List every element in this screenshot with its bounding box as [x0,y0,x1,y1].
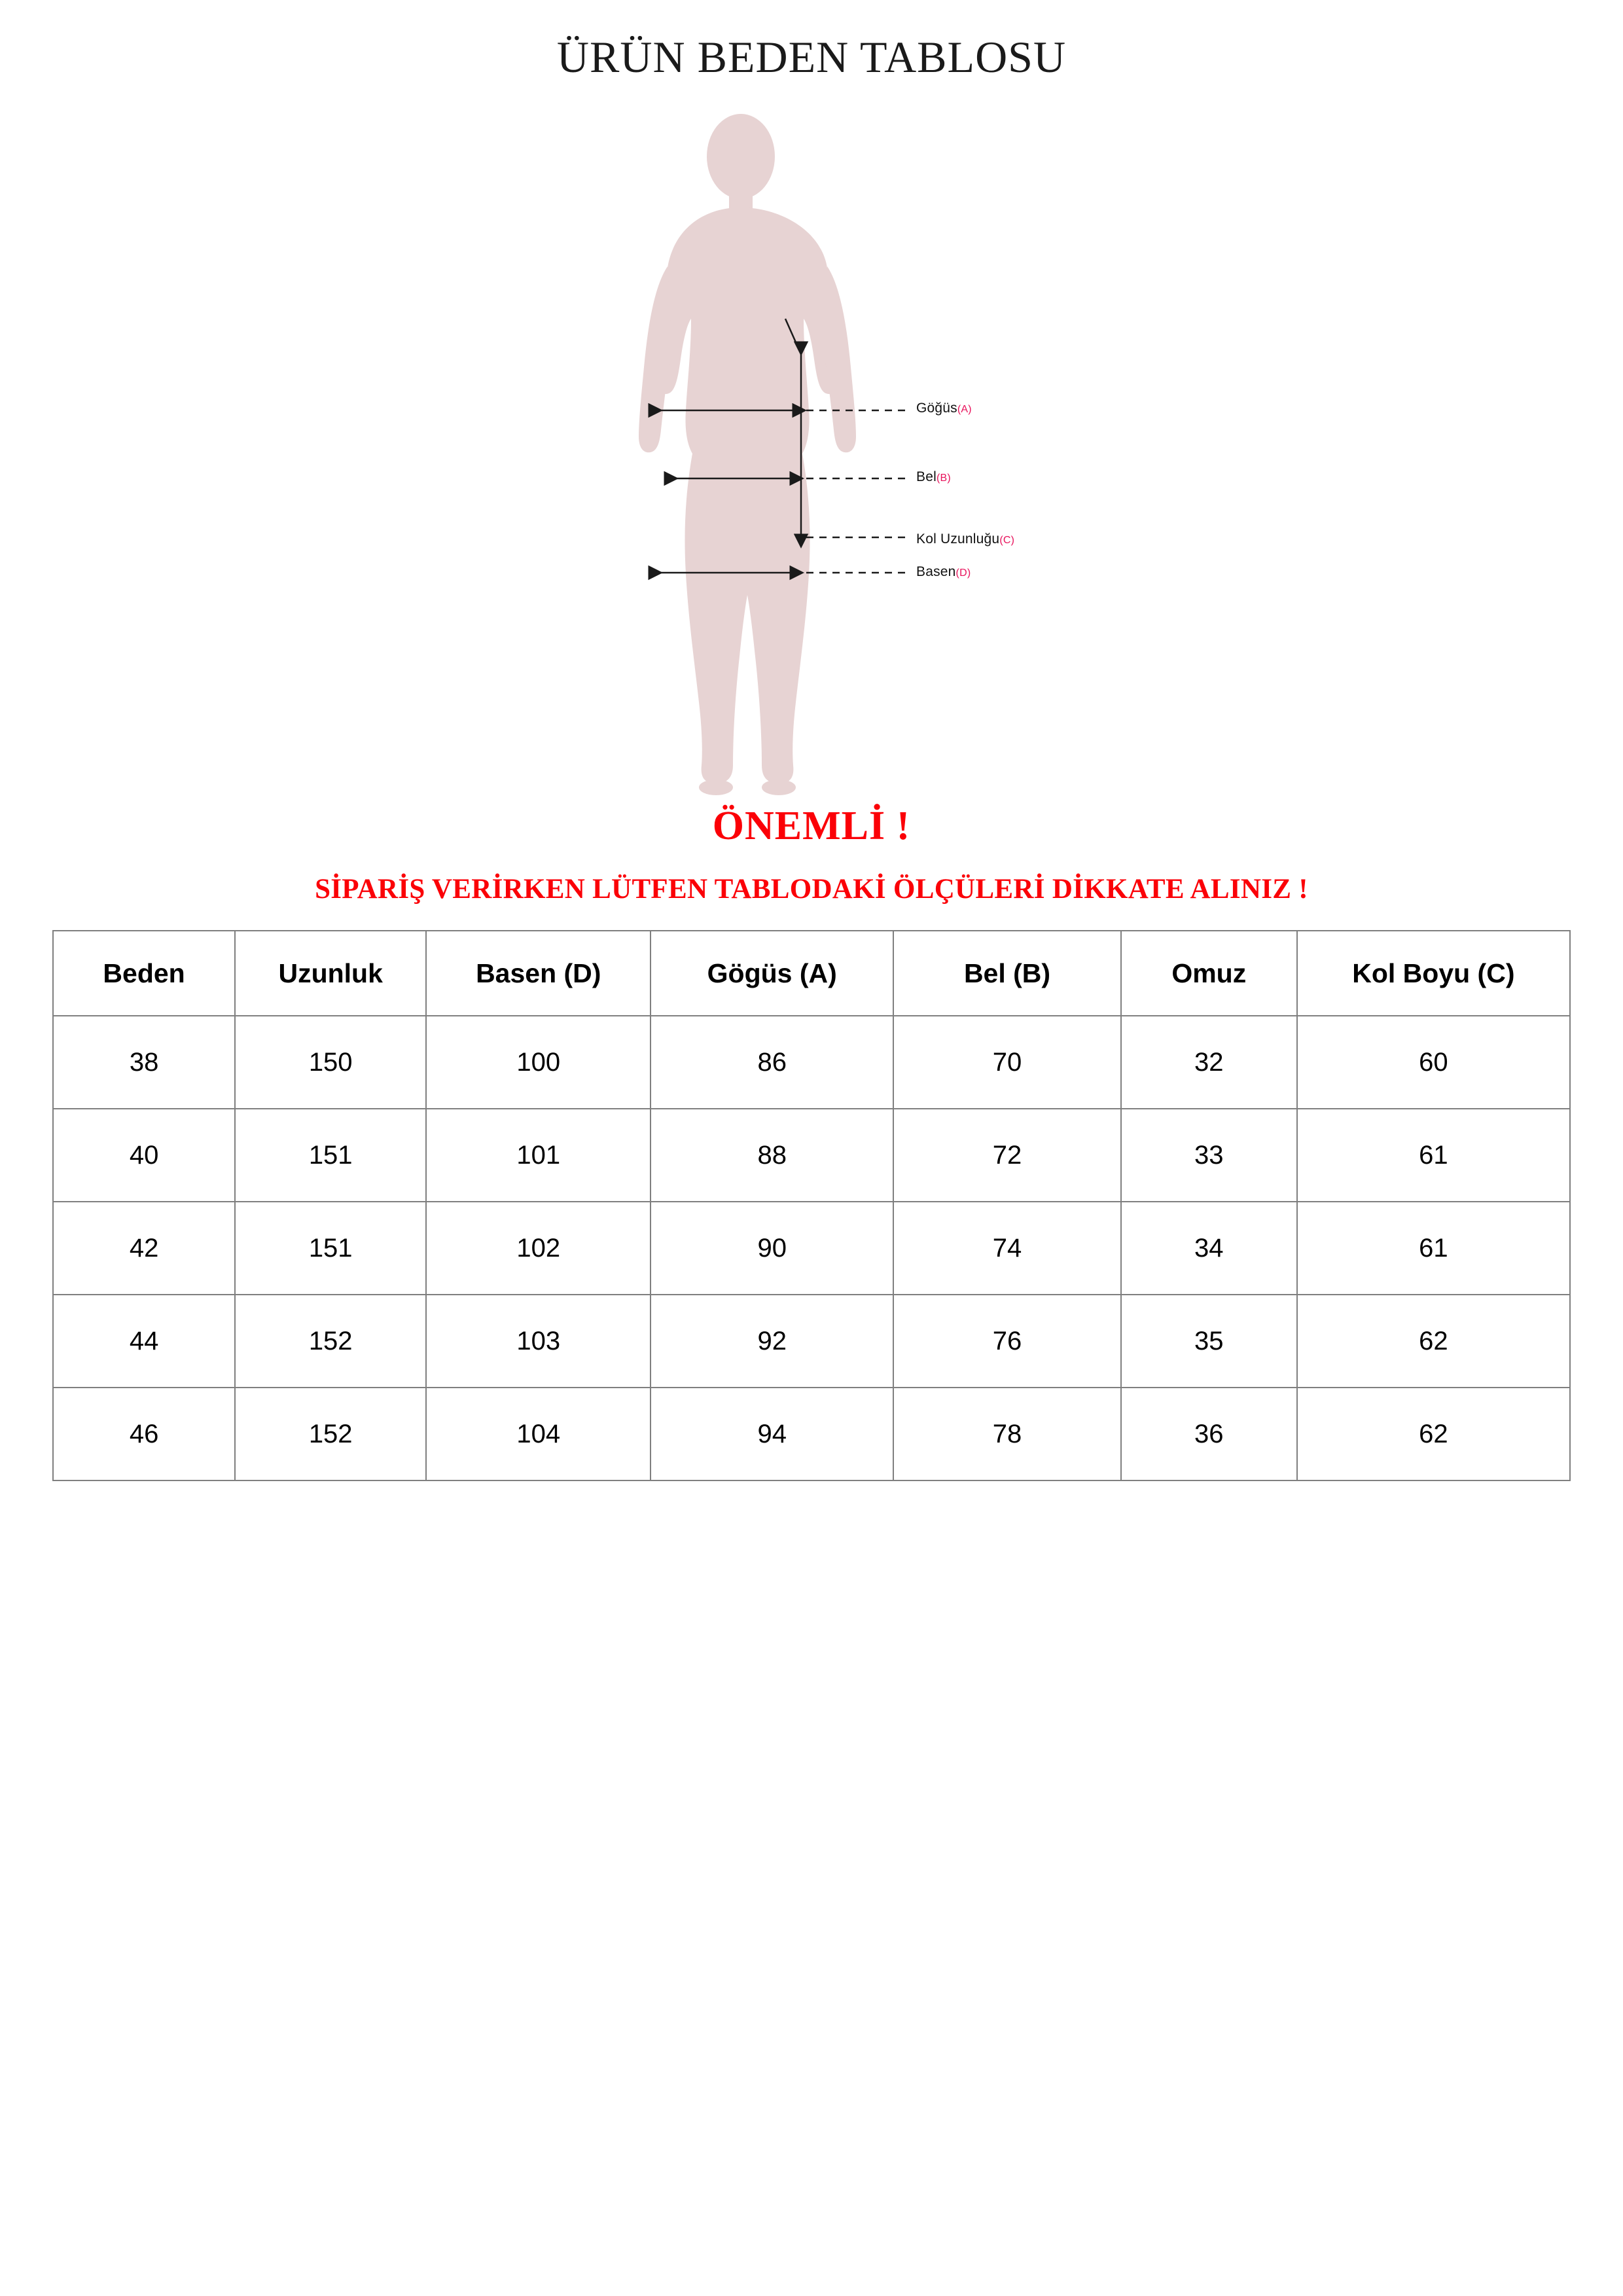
label-bel [916,469,951,485]
label-bel-code: (B) [936,473,951,484]
cell-gogus: 92 [651,1295,893,1388]
th-gogus: Gögüs (A) [651,931,893,1016]
th-bel: Bel (B) [893,931,1121,1016]
cell-bel: 70 [893,1016,1121,1109]
cell-uzunluk: 152 [235,1388,426,1480]
cell-basen: 104 [426,1388,651,1480]
size-table [52,930,1571,1481]
cell-gogus: 86 [651,1016,893,1109]
cell-kol-boyu: 61 [1297,1109,1570,1202]
table-row [53,1388,1570,1480]
cell-uzunluk: 151 [235,1109,426,1202]
label-kol-text: Kol Uzunluğu [916,531,1000,547]
th-omuz: Omuz [1121,931,1297,1016]
label-gogus [916,401,972,416]
page-title: ÜRÜN BEDEN TABLOSU [556,32,1067,82]
cell-bel: 78 [893,1388,1121,1480]
th-kol-boyu: Kol Boyu (C) [1297,931,1570,1016]
cell-uzunluk: 150 [235,1016,426,1109]
cell-beden: 40 [53,1109,235,1202]
cell-omuz: 34 [1121,1202,1297,1295]
label-gogus-code: (A) [957,404,972,415]
cell-kol-boyu: 62 [1297,1388,1570,1480]
label-basen [916,564,971,580]
size-table-wrap [52,930,1571,1481]
notice-subline: SİPARİŞ VERİRKEN LÜTFEN TABLODAKİ ÖLÇÜLERİ DİKKATE ALINIZ ! [315,874,1308,905]
cell-gogus: 88 [651,1109,893,1202]
label-gogus-text: Göğüs [916,401,957,416]
cell-omuz: 35 [1121,1295,1297,1388]
label-basen-text: Basen [916,564,956,579]
cell-beden: 38 [53,1016,235,1109]
th-uzunluk: Uzunluk [235,931,426,1016]
th-basen: Basen (D) [426,931,651,1016]
cell-kol-boyu: 61 [1297,1202,1570,1295]
cell-gogus: 94 [651,1388,893,1480]
cell-uzunluk: 151 [235,1202,426,1295]
table-header-row [53,931,1570,1016]
cell-kol-boyu: 60 [1297,1016,1570,1109]
cell-basen: 102 [426,1202,651,1295]
cell-omuz: 36 [1121,1388,1297,1480]
cell-basen: 100 [426,1016,651,1109]
table-row [53,1109,1570,1202]
table-row [53,1016,1570,1109]
cell-bel: 74 [893,1202,1121,1295]
cell-gogus: 90 [651,1202,893,1295]
table-row [53,1295,1570,1388]
cell-omuz: 32 [1121,1016,1297,1109]
cell-uzunluk: 152 [235,1295,426,1388]
cell-basen: 103 [426,1295,651,1388]
table-row [53,1202,1570,1295]
cell-beden: 44 [53,1295,235,1388]
label-bel-text: Bel [916,469,936,484]
label-basen-code: (D) [955,567,971,579]
cell-basen: 101 [426,1109,651,1202]
measurement-figure [0,103,1623,797]
cell-beden: 42 [53,1202,235,1295]
cell-bel: 72 [893,1109,1121,1202]
label-kol-code: (C) [999,535,1015,546]
cell-omuz: 33 [1121,1109,1297,1202]
cell-kol-boyu: 62 [1297,1295,1570,1388]
label-kol-uzunlugu [916,531,1014,547]
cell-beden: 46 [53,1388,235,1480]
cell-bel: 76 [893,1295,1121,1388]
measurement-arrows-icon [576,103,1165,797]
th-beden: Beden [53,931,235,1016]
notice-headline: ÖNEMLİ ! [712,804,911,848]
